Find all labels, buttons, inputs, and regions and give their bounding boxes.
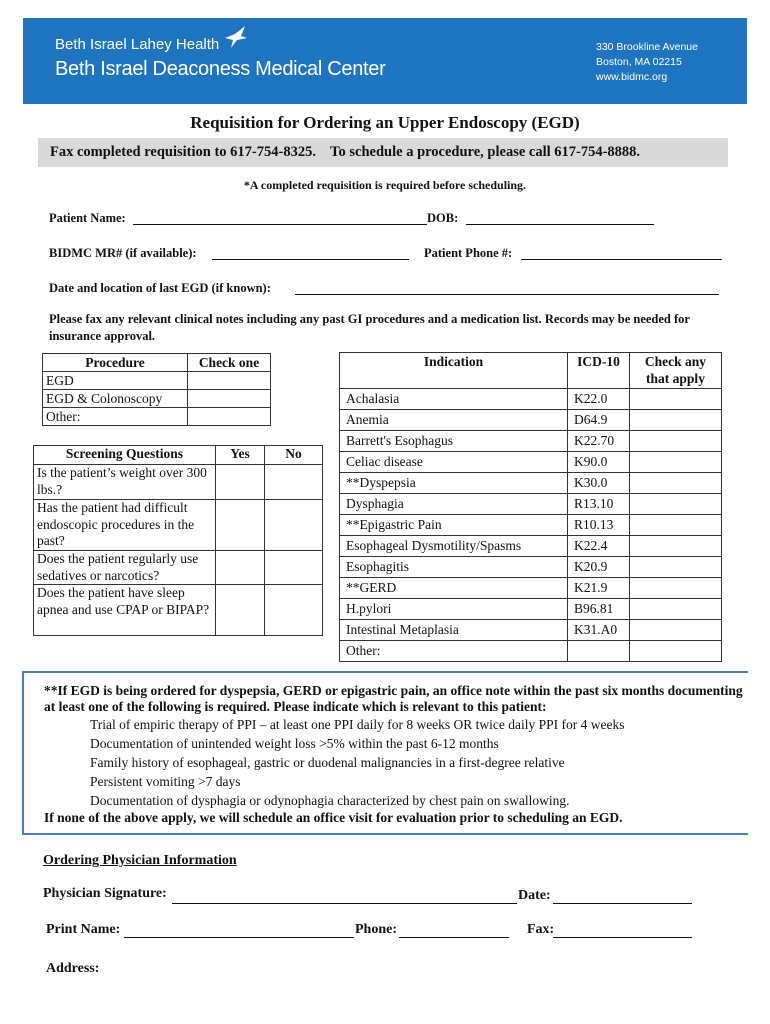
indication-name: Other:: [340, 641, 568, 662]
indication-name: **GERD: [340, 578, 568, 599]
print-name-label: Print Name:: [46, 922, 121, 937]
indication-checkbox[interactable]: [630, 557, 722, 578]
indication-row: [340, 389, 722, 410]
icd10-code: K21.9: [568, 578, 630, 599]
last-egd-field[interactable]: [295, 294, 719, 295]
physician-section-title: Ordering Physician Information: [43, 853, 237, 868]
procedure-egd: EGD: [43, 372, 188, 390]
procedure-egd-checkbox[interactable]: [188, 372, 271, 390]
notice-option-weight-loss[interactable]: Documentation of unintended weight loss >5% within the past 6-12 months: [90, 736, 499, 751]
indication-checkbox[interactable]: [630, 620, 722, 641]
procedure-egd-colonoscopy-checkbox[interactable]: [188, 390, 271, 408]
difficult-no-checkbox[interactable]: [265, 500, 323, 551]
indication-name: Intestinal Metaplasia: [340, 620, 568, 641]
address-line-1: 330 Brookline Avenue: [596, 41, 698, 53]
yes-header: Yes: [216, 446, 265, 465]
check-one-header: Check one: [188, 354, 271, 372]
sedatives-yes-checkbox[interactable]: [216, 551, 265, 585]
icd10-code: K30.0: [568, 473, 630, 494]
indication-row: [340, 599, 722, 620]
fax-bar: [38, 138, 728, 167]
fax-label: Fax:: [527, 922, 555, 937]
icd10-code: D64.9: [568, 410, 630, 431]
required-note: *A completed requisition is required before scheduling.: [243, 178, 527, 192]
weight-yes-checkbox[interactable]: [216, 465, 265, 500]
indication-name: Anemia: [340, 410, 568, 431]
indication-checkbox[interactable]: [630, 410, 722, 431]
icd10-header: ICD-10: [568, 353, 630, 389]
phone-label: Phone:: [355, 922, 397, 937]
dob-label: DOB:: [427, 211, 459, 225]
mrn-label: BIDMC MR# (if available):: [49, 246, 197, 260]
indication-header: Indication: [340, 353, 568, 389]
patient-name-field[interactable]: [133, 224, 427, 225]
icd10-code: B96.81: [568, 599, 630, 620]
org-name: Beth Israel Deaconess Medical Center: [55, 58, 386, 80]
icd10-code: K22.4: [568, 536, 630, 557]
indication-checkbox[interactable]: [630, 641, 722, 662]
no-header: No: [265, 446, 323, 465]
indication-row: [340, 536, 722, 557]
indication-row: [340, 431, 722, 452]
indication-row: [340, 620, 722, 641]
notice-option-ppi[interactable]: Trial of empiric therapy of PPI – at least one PPI daily for 8 weeks OR twice daily PPI for 4 weeks: [90, 717, 625, 732]
procedure-other-checkbox[interactable]: [188, 408, 271, 426]
indication-name: Esophageal Dysmotility/Spasms: [340, 536, 568, 557]
address-label: Address:: [46, 961, 100, 976]
print-name-field[interactable]: [124, 937, 354, 938]
indication-row: [340, 557, 722, 578]
icd10-code: K31.A0: [568, 620, 630, 641]
indication-table: [339, 352, 722, 662]
procedure-header: Procedure: [43, 354, 188, 372]
date-label: Date:: [518, 888, 551, 903]
question-weight: Is the patient’s weight over 300 lbs.?: [34, 465, 216, 500]
indication-row: [340, 473, 722, 494]
screening-table: [33, 445, 323, 636]
indication-row: [340, 494, 722, 515]
instructions: Please fax any relevant clinical notes including any past GI procedures and a medication list. Records may be needed for insurance approval.: [49, 312, 690, 343]
fax-instructions: Fax completed requisition to 617-754-8325. To schedule a procedure, please call 617-754-8888.: [50, 144, 641, 160]
screening-header: Screening Questions: [34, 446, 216, 465]
phone-field[interactable]: [399, 937, 509, 938]
last-egd-label: Date and location of last EGD (if known):: [49, 281, 271, 295]
sedatives-no-checkbox[interactable]: [265, 551, 323, 585]
indication-checkbox[interactable]: [630, 431, 722, 452]
indication-name: Achalasia: [340, 389, 568, 410]
patient-phone-field[interactable]: [521, 259, 722, 260]
weight-no-checkbox[interactable]: [265, 465, 323, 500]
signature-field[interactable]: [172, 903, 517, 904]
indication-row: [340, 410, 722, 431]
signature-label: Physician Signature:: [43, 886, 167, 901]
indication-name: Esophagitis: [340, 557, 568, 578]
indication-name: **Epigastric Pain: [340, 515, 568, 536]
bird-logo-icon: [223, 24, 249, 50]
icd10-code: K90.0: [568, 452, 630, 473]
indication-checkbox[interactable]: [630, 515, 722, 536]
dob-field[interactable]: [466, 224, 654, 225]
indication-name: **Dyspepsia: [340, 473, 568, 494]
indication-row: [340, 515, 722, 536]
indication-name: Barrett's Esophagus: [340, 431, 568, 452]
procedure-table: [42, 353, 271, 426]
indication-row: [340, 641, 722, 662]
patient-phone-label: Patient Phone #:: [424, 246, 513, 260]
question-sleep-apnea: Does the patient have sleep apnea and use CPAP or BIPAP?: [34, 585, 216, 636]
difficult-yes-checkbox[interactable]: [216, 500, 265, 551]
org-parent-name: Beth Israel Lahey Health: [55, 36, 220, 53]
icd10-code: R13.10: [568, 494, 630, 515]
address-line-2: Boston, MA 02215: [596, 56, 682, 68]
indication-checkbox[interactable]: [630, 473, 722, 494]
indication-checkbox[interactable]: [630, 599, 722, 620]
form-title: Requisition for Ordering an Upper Endoscopy (EGD): [190, 113, 580, 132]
icd10-code: [568, 641, 630, 662]
indication-checkbox[interactable]: [630, 578, 722, 599]
notice-option-family-history[interactable]: Family history of esophageal, gastric or duodenal malignancies in a first-degree relative: [90, 755, 565, 770]
notice-closing: If none of the above apply, we will schedule an office visit for evaluation prior to scheduling an EGD.: [44, 810, 623, 825]
notice-intro: **If EGD is being ordered for dyspepsia, GERD or epigastric pain, an office note within the past six months documenting at least one of the following is required. Please indicate which is relevant to this patient:: [44, 683, 743, 714]
icd10-code: K22.70: [568, 431, 630, 452]
procedure-egd-colonoscopy: EGD & Colonoscopy: [43, 390, 188, 408]
indication-checkbox[interactable]: [630, 389, 722, 410]
website: www.bidmc.org: [596, 71, 668, 83]
indication-checkbox[interactable]: [630, 536, 722, 557]
check-any-header: Check any that apply: [630, 353, 722, 389]
ppi-notice-box: [22, 671, 748, 835]
icd10-code: K20.9: [568, 557, 630, 578]
sleep-apnea-no-checkbox[interactable]: [265, 585, 323, 636]
question-difficult-procedures: Has the patient had difficult endoscopic procedures in the past?: [34, 500, 216, 551]
indication-name: Celiac disease: [340, 452, 568, 473]
indication-row: [340, 578, 722, 599]
indication-name: Dysphagia: [340, 494, 568, 515]
notice-option-dysphagia[interactable]: Documentation of dysphagia or odynophagia characterized by chest pain on swallowing.: [90, 793, 570, 808]
indication-checkbox[interactable]: [630, 452, 722, 473]
sleep-apnea-yes-checkbox[interactable]: [216, 585, 265, 636]
indication-name: H.pylori: [340, 599, 568, 620]
question-sedatives: Does the patient regularly use sedatives or narcotics?: [34, 551, 216, 585]
header-banner: [23, 18, 747, 104]
date-field[interactable]: [553, 903, 692, 904]
icd10-code: K22.0: [568, 389, 630, 410]
indication-checkbox[interactable]: [630, 494, 722, 515]
notice-option-vomiting[interactable]: Persistent vomiting >7 days: [90, 774, 241, 789]
icd10-code: R10.13: [568, 515, 630, 536]
patient-name-label: Patient Name:: [49, 211, 126, 225]
fax-field[interactable]: [553, 937, 692, 938]
indication-row: [340, 452, 722, 473]
procedure-other: Other:: [43, 408, 188, 426]
mrn-field[interactable]: [212, 259, 409, 260]
